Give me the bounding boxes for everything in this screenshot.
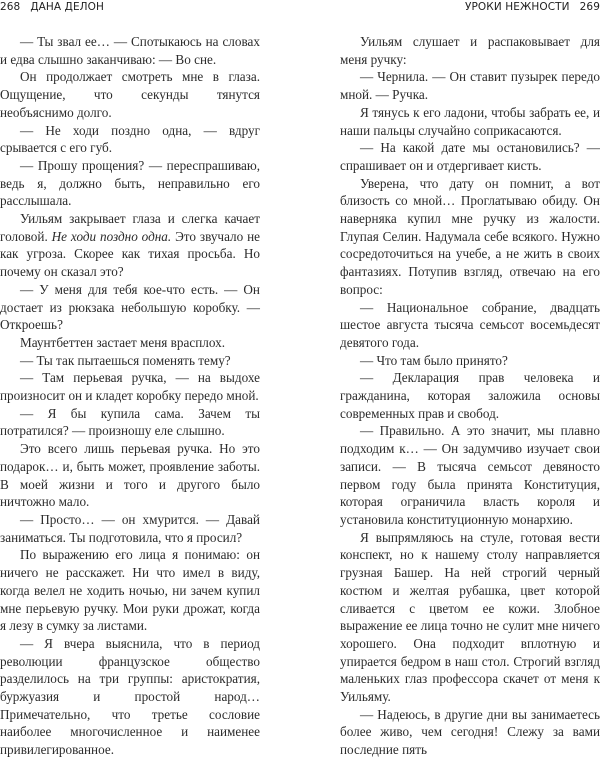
right-page-text (340, 33, 600, 759)
paragraph: — Прошу прощения? — переспрашиваю, ведь я, должно быть, неправильно его расслышала. (0, 157, 260, 209)
paragraph: Я тянусь к его ладони, чтобы забрать ее, и наши пальцы случайно соприкасаются. (340, 104, 600, 138)
paragraph: Маунтбеттен застает меня врасплох. (20, 334, 225, 350)
left-page-text (0, 33, 260, 759)
italic-quote: Не ходи поздно одна. (51, 228, 172, 244)
paragraph: — Я вчера выяснила, что в период революции французское общество разделилось на три группы: аристократия, буржуазия и простой народ… Примечательно, что третье сословие наиболее многочисленное и наименее привилегированное. (0, 635, 260, 758)
paragraph: По выражению его лица я понимаю: он ничего не расскажет. Ни что имел в виду, когда велел не ходить ночью, ни зачем купил мне перьевую ручку. Мои руки дрожат, когда я лезу в сумку за листами. (0, 547, 260, 634)
paragraph: — Ты так пытаешься поменять тему? (20, 352, 231, 368)
paragraph: — Что там было принято? (360, 352, 508, 368)
paragraph: — Просто… — он хмурится. — Давай заниматься. Ты подготовила, что я просил? (0, 511, 260, 545)
paragraph-text: Уильям закрывает глаза и слегка качает головой. (0, 211, 260, 244)
paragraph: Это всего лишь перьевая ручка. Но это подарок… и, быть может, проявление заботы. В моей жизни и того и другого было ничтожно мало. (0, 441, 260, 510)
paragraph: Я выпрямляюсь на стуле, готовая вести конспект, но к нашему столу направляется грузная Башер. На ней строгий черный костюм и желтая рубашка, цвет которой сливается с цветом ее кожи. Злобное выражение ее лица точно не сулит мне ничего хорошего. Она подходит вплотную и упирается бедром в наш стол. Строгий взгляд маленьких глаз профессора скачет от меня к Уильяму. (340, 529, 600, 705)
paragraph: — Декларация прав человека и гражданина, которая заложила основы современных прав и свобод. (340, 370, 600, 421)
running-head-right (338, 1, 600, 15)
author-name: ДАНА ДЕЛОН (30, 1, 105, 13)
book-title: УРОКИ НЕЖНОСТИ (465, 1, 570, 13)
paragraph: — У меня для тебя кое-что есть. — Он достает из рюкзака небольшую коробку. — Откроешь? (0, 281, 260, 333)
paragraph (0, 210, 260, 281)
paragraph: Он продолжает смотреть мне в глаза. Ощущение, что секунды тянутся необъяснимо долго. (0, 69, 260, 120)
paragraph: Уильям слушает и распаковывает для меня ручку: (340, 34, 600, 67)
paragraph-text: Это звучало не как угроза. Скорее как тихая просьба. Но почему он сказал это? (0, 228, 261, 280)
paragraph: — Ты звал ее… — Спотыкаюсь на словах и едва слышно заканчиваю: — Во сне. (0, 34, 260, 67)
page-number-left: 268 (0, 1, 21, 13)
left-page (0, 0, 262, 758)
paragraph: — Там перьевая ручка, — на выдохе произносит он и кладет коробку передо мной. (0, 370, 260, 404)
running-head-left (0, 1, 262, 15)
paragraph: — Надеюсь, в другие дни вы занимаетесь более живо, чем сегодня! Слежу за вами последние пять (340, 706, 600, 758)
paragraph: — Правильно. А это значит, мы плавно подходим к… — Он задумчиво изучает свои записи. — В тысяча семьсот девяносто первом году была принята Конституция, которая ограничила власть короля и установила конституционную монархию. (340, 423, 600, 527)
paragraph: — Не ходи поздно одна, — вдруг срывается с его губ. (0, 122, 260, 156)
paragraph: — Национальное собрание, двадцать шестое августа тысяча семьсот восемьдесят девятого года. (340, 299, 600, 350)
page-number-right: 269 (579, 1, 600, 13)
paragraph: — Чернила. — Он ставит пузырек передо мной. — Ручка. (340, 69, 600, 103)
paragraph: — На какой дате мы остановились? — спрашивает он и отдергивает кисть. (340, 140, 600, 173)
paragraph: — Я бы купила сама. Зачем ты потратился? — произношу еле слышно. (0, 405, 260, 439)
paragraph: Уверена, что дату он помнит, а вот близость со мной… Проглатываю обиду. Он наверняка купил мне ручку из жалости. Глупая Селин. Надумала себе всякого. Нужно сосредоточиться на учебе, а не жить в своих фантазиях. Потупив взгляд, отвечаю на его вопрос: (340, 175, 600, 297)
right-page (338, 0, 600, 758)
